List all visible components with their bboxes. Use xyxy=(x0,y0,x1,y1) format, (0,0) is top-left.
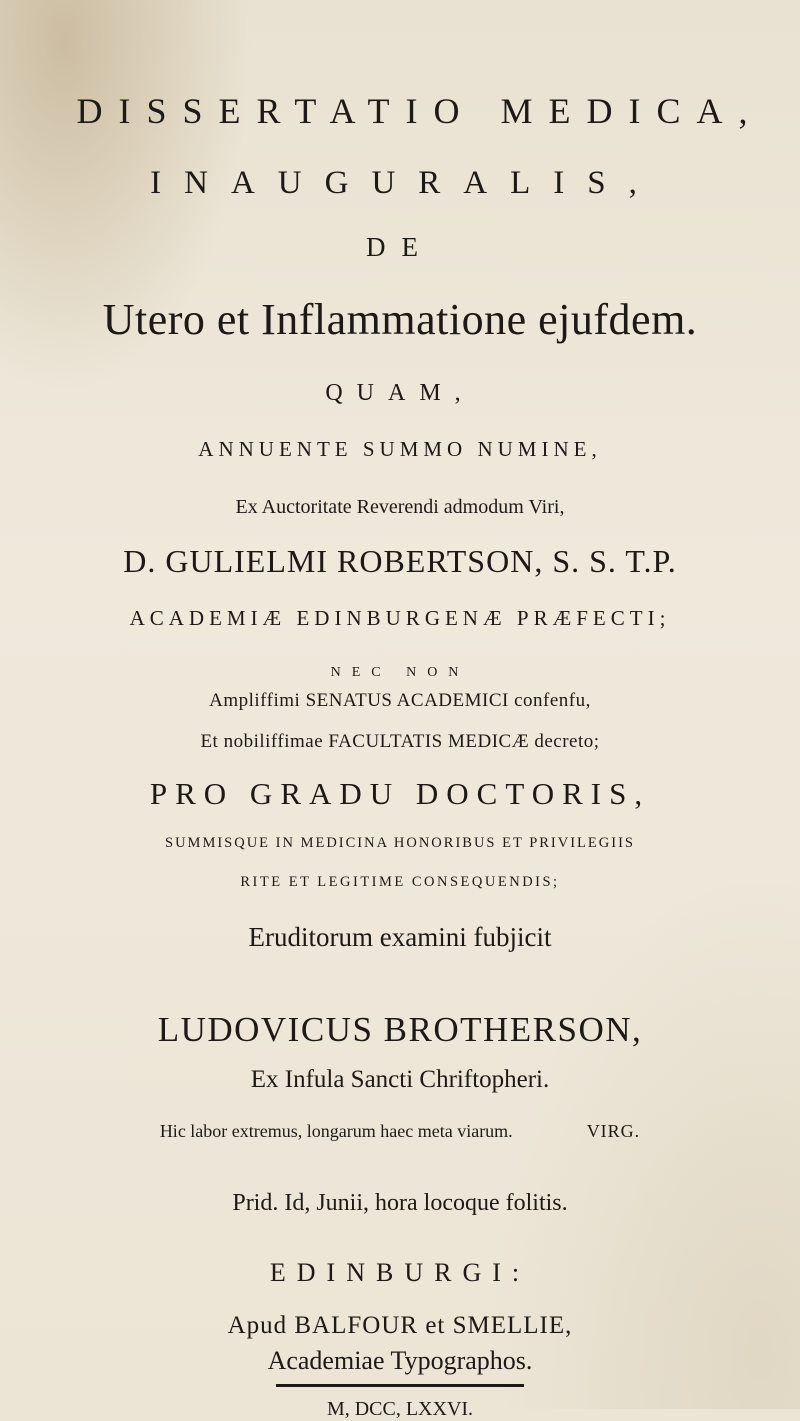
author-origin: Ex Infula Sancti Chriftopheri. xyxy=(250,1066,550,1093)
author-name: LUDOVICUS BROTHERSON, xyxy=(157,1010,643,1049)
motto-line xyxy=(0,1121,800,1142)
principal-name: D. GULIELMI ROBERTSON, S. S. T.P. xyxy=(123,543,677,579)
imprint-printers-role: Academiae Typographos. xyxy=(267,1346,533,1375)
annuente-line: ANNUENTE SUMMO NUMINE, xyxy=(198,437,602,461)
summisque-line: SUMMISQUE IN MEDICINA HONORIBUS ET PRIVILEGIIS xyxy=(165,835,635,851)
imprint-printers: Apud BALFOUR et SMELLIE, xyxy=(227,1312,573,1339)
imprint-city: EDINBURGI: xyxy=(269,1258,531,1287)
motto-text: Hic labor extremus, longarum haec meta viarum. xyxy=(159,1121,513,1141)
heading-de: DE xyxy=(366,232,434,262)
auctoritate-line: Ex Auctoritate Reverendi admodum Viri, xyxy=(235,496,565,518)
academiae-line: ACADEMIÆ EDINBURGENÆ PRÆFECTI; xyxy=(129,606,671,630)
imprint-year: M, DCC, LXXVI. xyxy=(326,1398,474,1420)
pro-gradu-doctoris: PRO GRADU DOCTORIS, xyxy=(149,776,651,811)
nec-non-line: NEC NON xyxy=(330,665,470,680)
date-line: Prid. Id, Junii, hora locoque folitis. xyxy=(232,1190,568,1216)
quam-line: QUAM, xyxy=(325,380,475,406)
imprint-rule xyxy=(276,1384,524,1387)
senatus-line: Ampliffimi SENATUS ACADEMICI confenfu, xyxy=(209,690,591,711)
rite-line: RITE ET LEGITIME CONSEQUENDIS; xyxy=(240,874,560,890)
dissertation-subject: Utero et Inflammatione ejufdem. xyxy=(102,295,698,344)
heading-inauguralis: INAUGURALIS, xyxy=(150,165,660,201)
facultatis-line: Et nobiliffimae FACULTATIS MEDICÆ decreto; xyxy=(200,731,600,752)
heading-dissertatio-medica: DISSERTATIO MEDICA, xyxy=(76,91,764,131)
eruditorum-line: Eruditorum examini fubjicit xyxy=(248,922,552,952)
motto-source: VIRG. xyxy=(586,1121,641,1141)
